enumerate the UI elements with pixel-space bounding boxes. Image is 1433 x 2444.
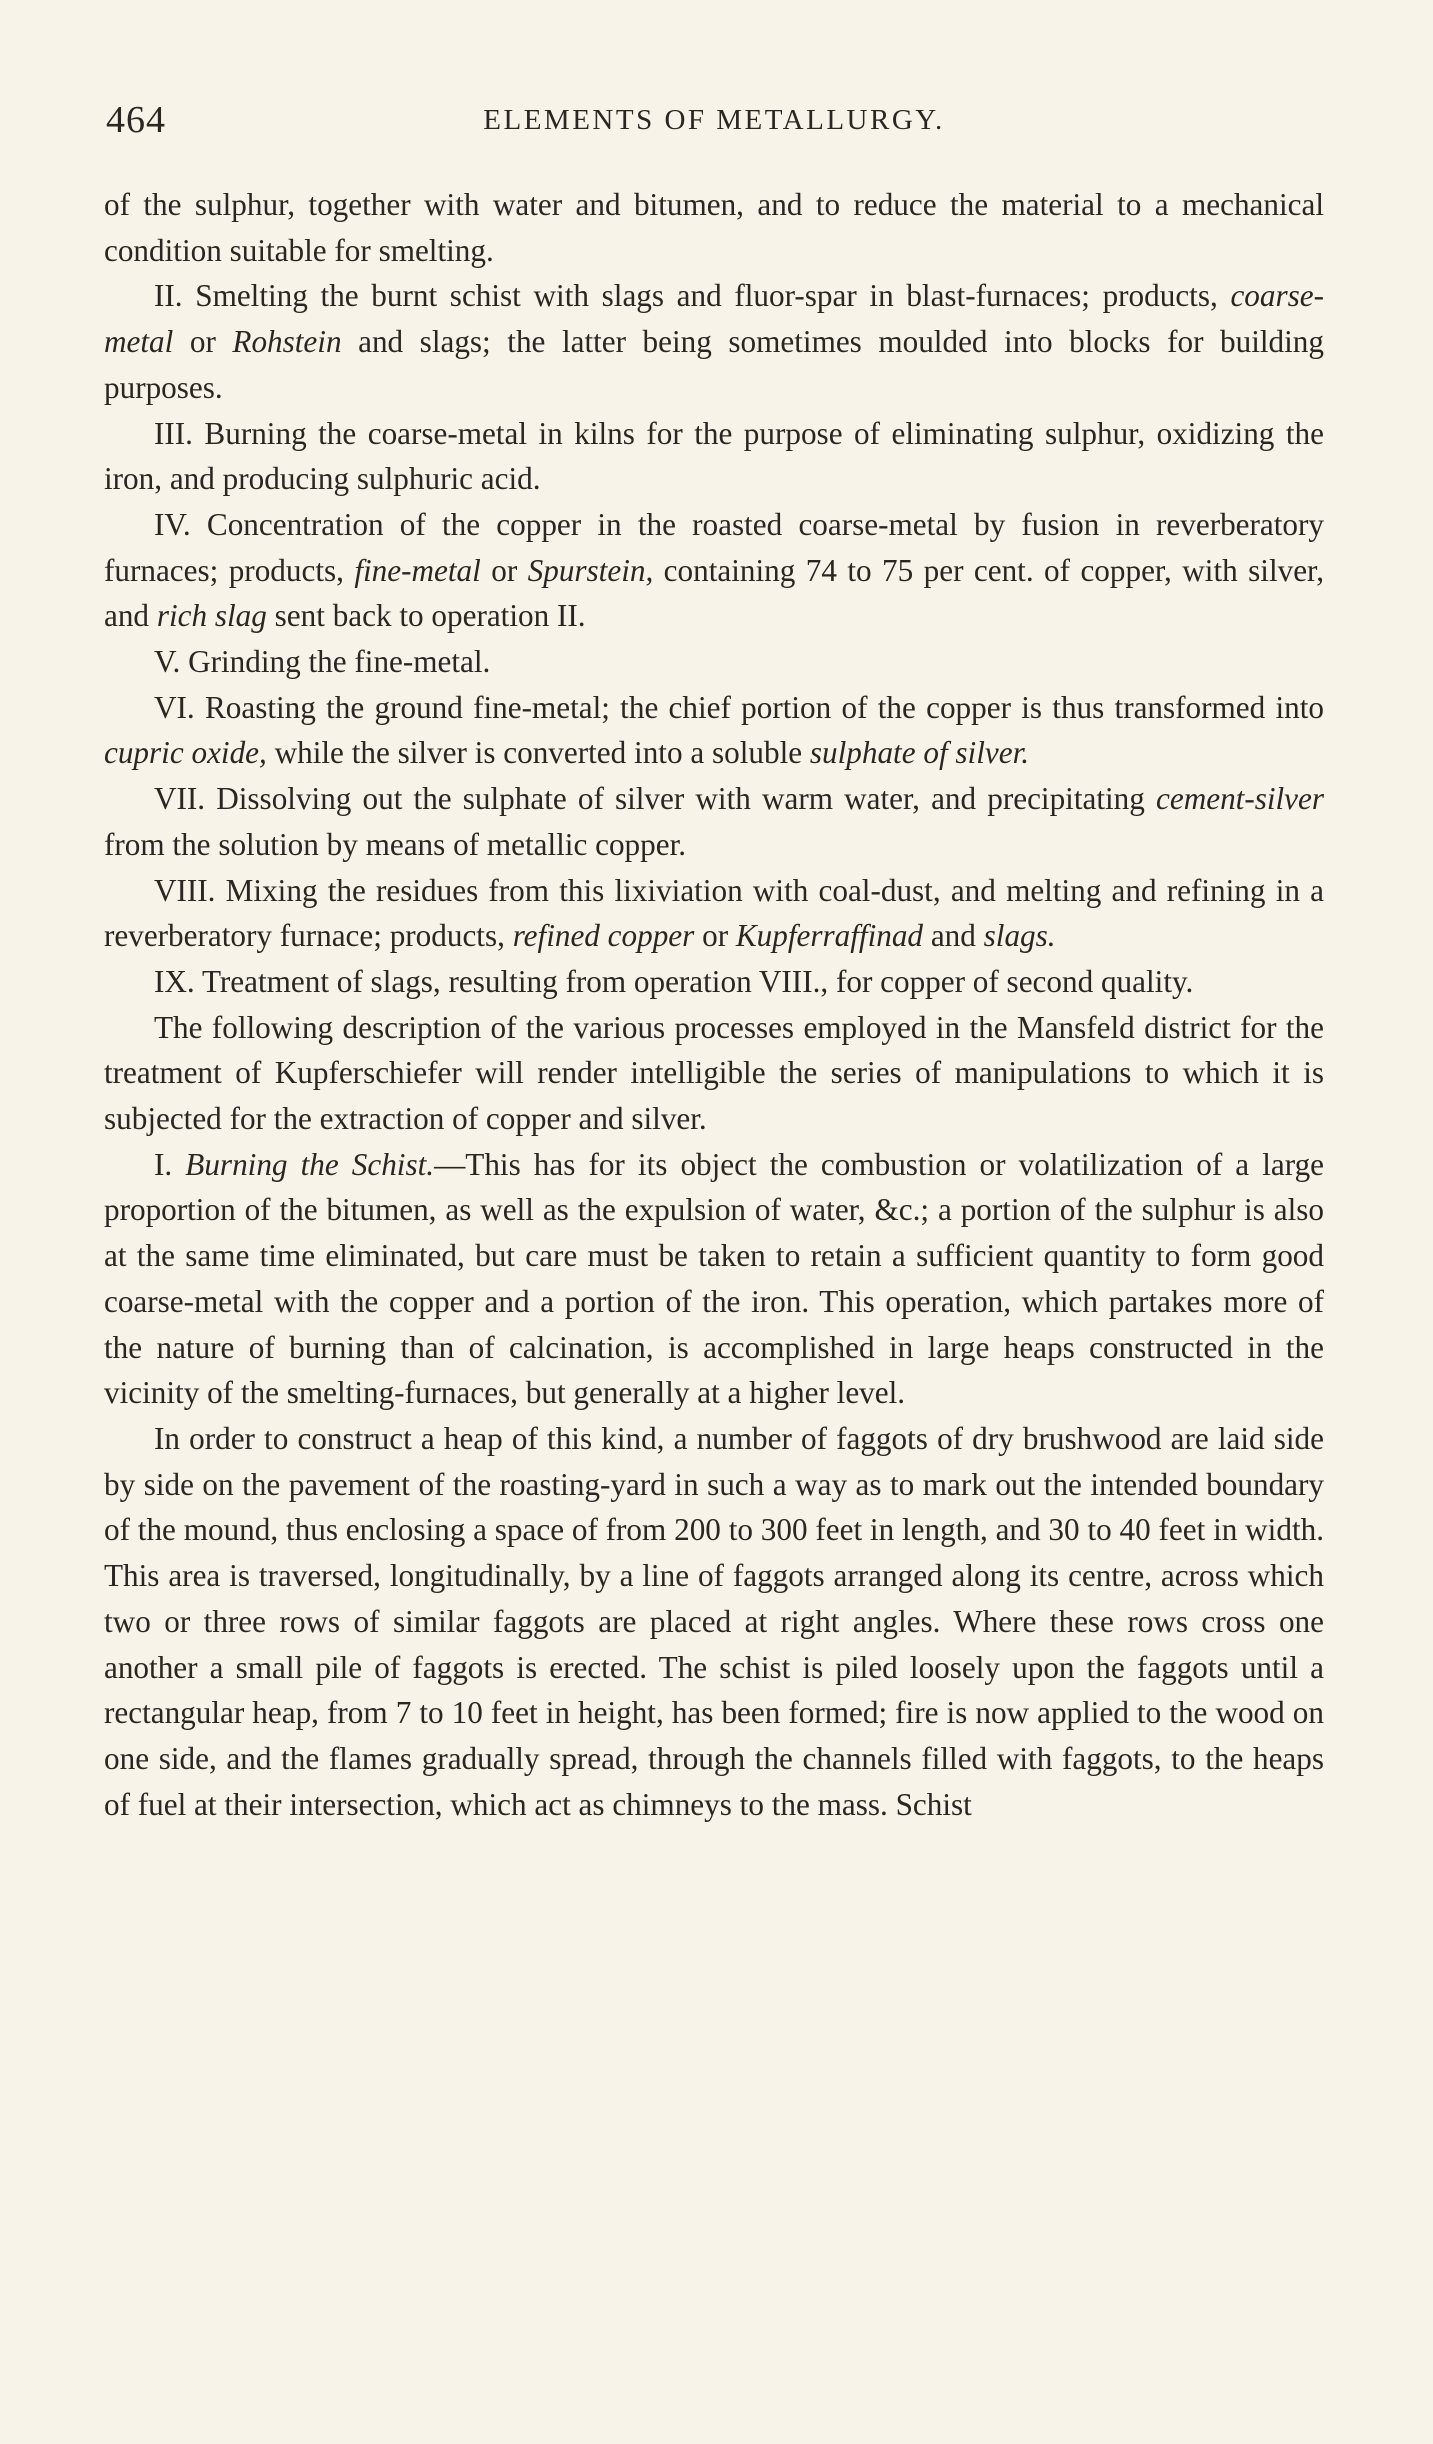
text-run: VIII. Mixing the residues from this lixiviation with coal-dust, and melting and refining in a reverberatory furnace; products, [104, 872, 1324, 954]
text-run: while the silver is converted into a soluble [266, 735, 810, 771]
italic-term: Burning the Schist. [185, 1146, 435, 1182]
text-run: containing 74 to 75 per cent. of copper, with silver, and [104, 552, 1324, 634]
text-run: III. Burning the coarse-metal in kilns for the purpose of eliminating sulphur, oxidizing the iron, and producing sulphuric acid. [104, 415, 1324, 497]
text-run: VII. Dissolving out the sulphate of silver with warm water, and precipitating [154, 781, 1157, 817]
italic-term: sulphate of silver. [809, 735, 1030, 771]
paragraph [104, 182, 1324, 273]
running-title: ELEMENTS OF METALLURGY. [483, 104, 945, 136]
italic-term: cement-silver [1156, 781, 1324, 817]
text-run: or [480, 552, 528, 588]
text-run: IX. Treatment of slags, resulting from operation VIII., for copper of second quality. [154, 963, 1194, 999]
text-run: or [173, 324, 233, 360]
italic-term: Kupferraffinad [735, 918, 924, 954]
text-run: of the sulphur, together with water and bitumen, and to reduce the material to a mechanical condition suitable for smelting. [104, 187, 1324, 268]
book-page [104, 98, 1324, 1827]
paragraph [104, 959, 1324, 1005]
text-run: —This has for its object the combustion or volatilization of a large proportion of the bitumen, as well as the expulsion of water, &c.; a portion of the sulphur is also at the same time eliminated, but care must be taken to retain a sufficient quantity to form good coarse-metal with the copper and a portion of the iron. This operation, which partakes more of the nature of burning than of calcination, is accomplished in large heaps constructed in the vicinity of the smelting-furnaces, but generally at a higher level. [104, 1146, 1325, 1411]
text-run: I. [154, 1146, 186, 1182]
text-run: V. Grinding the fine-metal. [154, 644, 491, 680]
italic-term: rich slag [156, 598, 267, 634]
paragraph [104, 502, 1324, 639]
page-number: 464 [106, 99, 166, 141]
italic-term: refined copper [512, 918, 695, 954]
text-run: VI. Roasting the ground fine-metal; the chief portion of the copper is thus transformed into [154, 689, 1324, 725]
italic-term: fine-metal [354, 552, 481, 588]
body-text [104, 182, 1324, 1827]
italic-term: Rohstein [232, 324, 342, 360]
text-run: and [923, 918, 984, 954]
page-header [104, 98, 1324, 154]
italic-term: coarse-metal [104, 278, 1324, 360]
text-run: The following description of the various processes employed in the Mansfeld district for the treatment of Kupferschiefer will render intelligible the series of manipulations to which it is subjected for the extraction of copper and silver. [104, 1009, 1324, 1137]
paragraph [104, 411, 1324, 502]
paragraph [104, 1416, 1324, 1827]
italic-term: Spurstein, [527, 552, 654, 588]
paragraph [104, 868, 1324, 959]
text-run: sent back to operation II. [266, 598, 586, 634]
italic-term: cupric oxide, [104, 735, 267, 771]
text-run: II. Smelting the burnt schist with slags and fluor-spar in blast-furnaces; products, [154, 278, 1231, 314]
paragraph [104, 1005, 1324, 1142]
paragraph [104, 1142, 1324, 1416]
text-run: or [694, 918, 736, 954]
text-run: from the solution by means of metallic copper. [104, 826, 687, 862]
paragraph [104, 776, 1324, 867]
italic-term: slags. [983, 918, 1056, 954]
paragraph [104, 273, 1324, 410]
paragraph [104, 685, 1324, 776]
paragraph [104, 639, 1324, 685]
text-run: and slags; the latter being sometimes moulded into blocks for building purposes. [104, 324, 1324, 405]
text-run: In order to construct a heap of this kind, a number of faggots of dry brushwood are laid side by side on the pavement of the roasting-yard in such a way as to mark out the intended boundary of the mound, thus enclosing a space of from 200 to 300 feet in length, and 30 to 40 feet in width. This area is traversed, longitudinally, by a line of faggots arranged along its centre, across which two or three rows of similar faggots are placed at right angles. Where these rows cross one another a small pile of faggots is erected. The schist is piled loosely upon the faggots until a rectangular heap, from 7 to 10 feet in height, has been formed; fire is now applied to the wood on one side, and the flames gradually spread, through the channels filled with faggots, to the heaps of fuel at their intersection, which act as chimneys to the mass. Schist [104, 1420, 1324, 1822]
text-run: IV. Concentration of the copper in the roasted coarse-metal by fusion in reverberatory furnaces; products, [104, 506, 1324, 588]
